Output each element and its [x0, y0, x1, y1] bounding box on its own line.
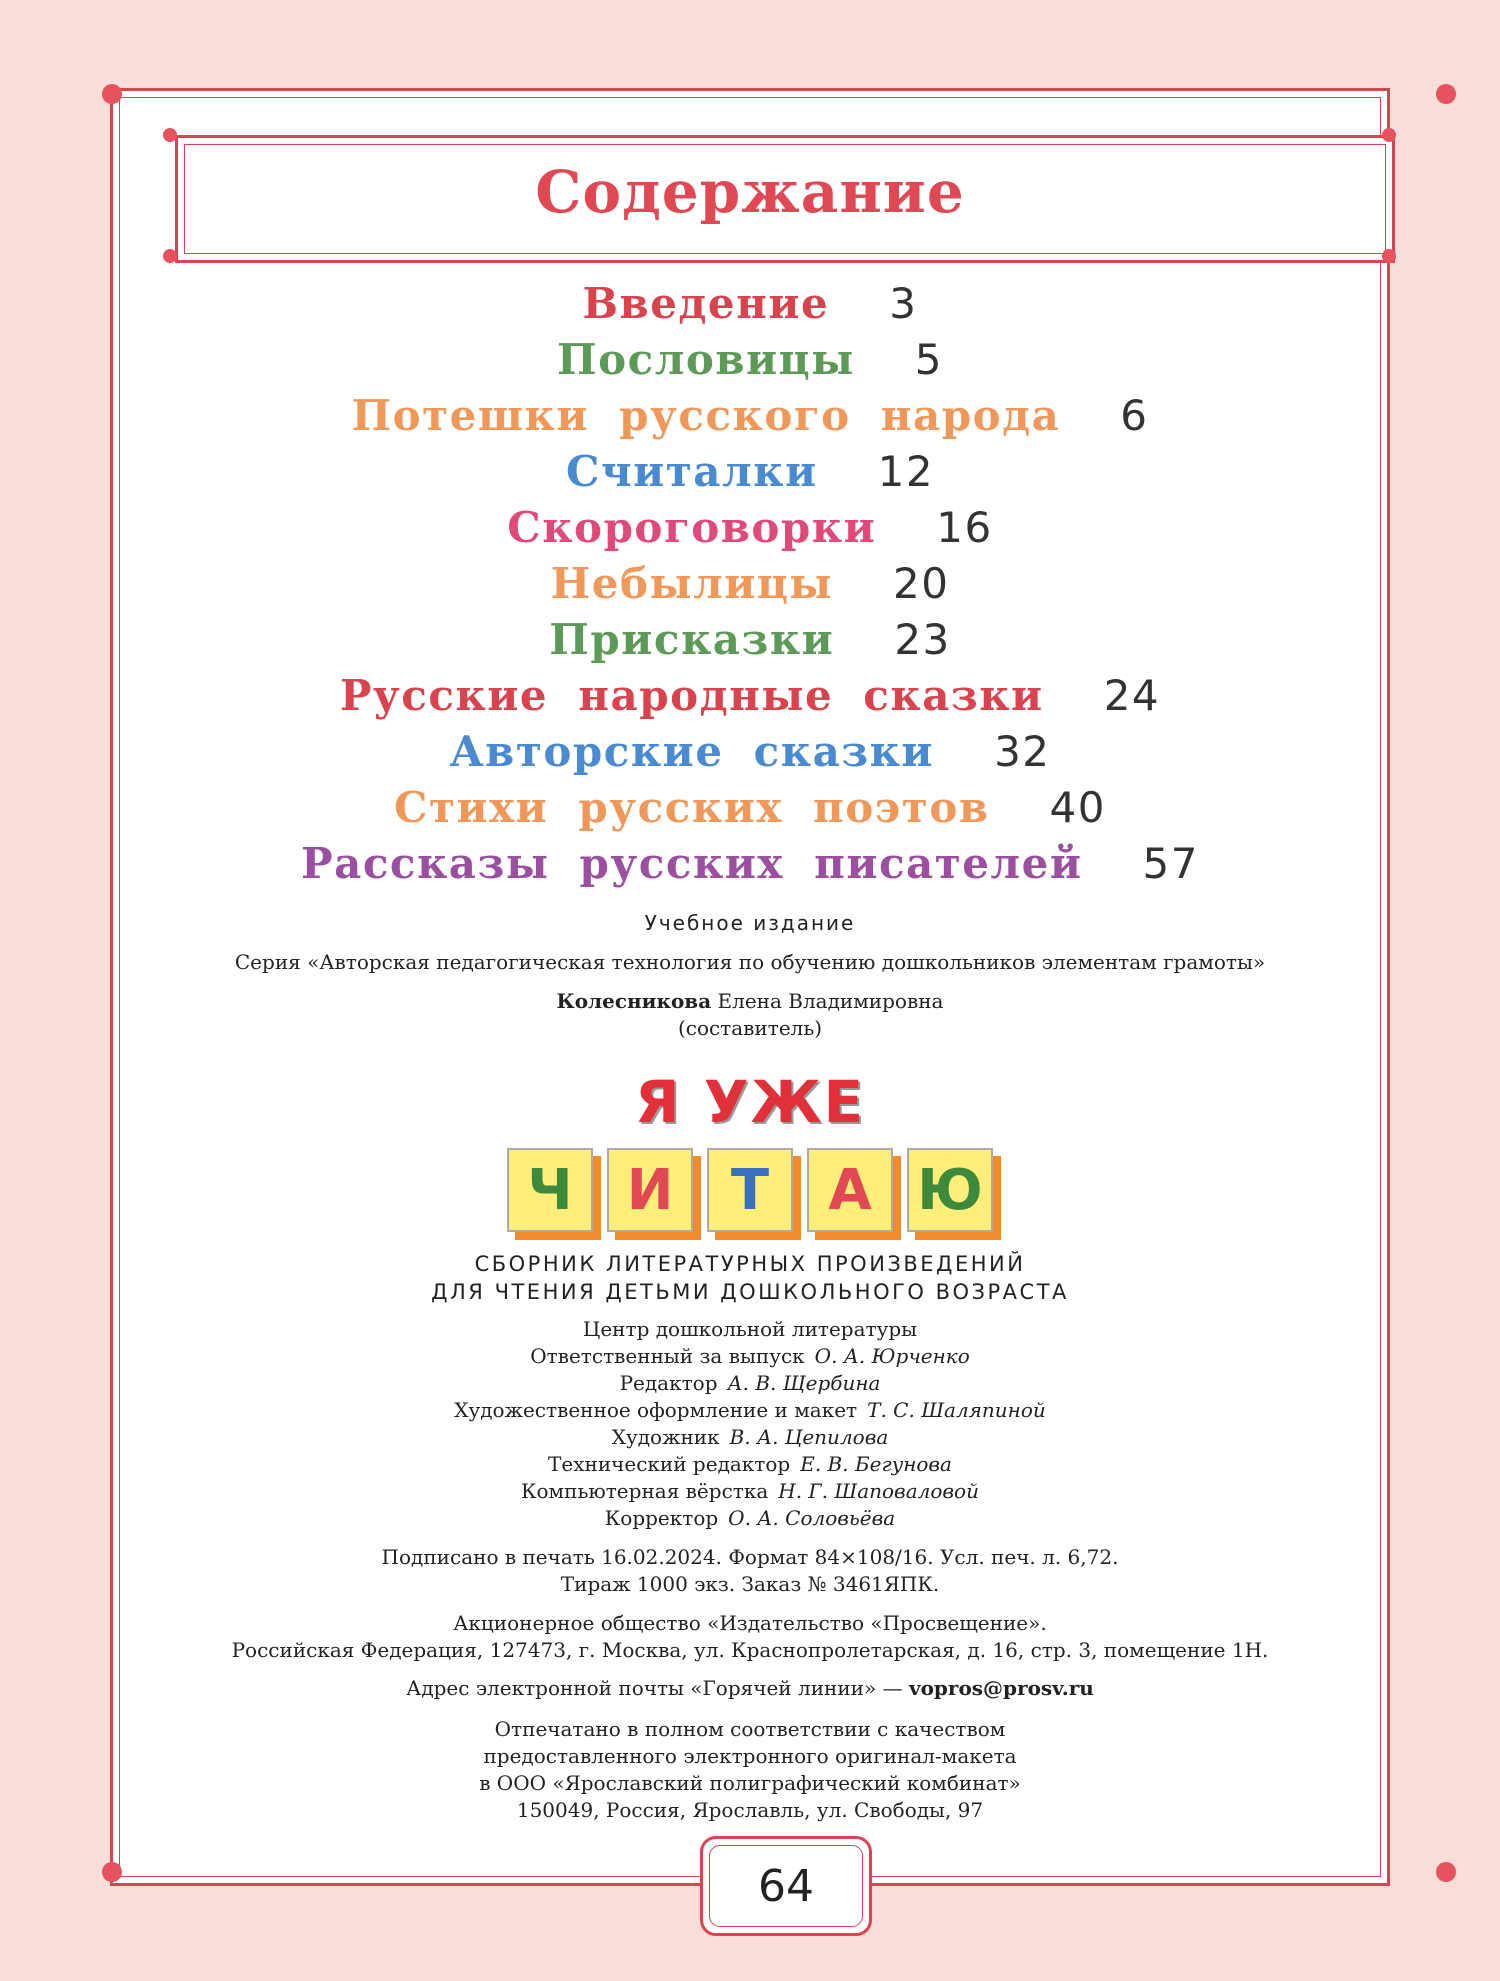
author-line: [110, 988, 1390, 1015]
toc-entry-title: Небылицы: [550, 558, 833, 608]
credit-label: Компьютерная вёрстка: [521, 1479, 769, 1503]
logo-letter-block: Т: [707, 1148, 793, 1232]
print-info-line-2: Тираж 1000 экз. Заказ № 3461ЯПК.: [560, 1572, 940, 1596]
credit-name: О. А. Соловьёва: [728, 1506, 896, 1530]
logo-letter-block: И: [607, 1148, 693, 1232]
toc-entry-page: 40: [1049, 782, 1106, 832]
toc-entry: [110, 555, 1390, 611]
credit-name: Т. С. Шаляпиной: [867, 1398, 1046, 1422]
credit-line: [110, 1424, 1390, 1451]
toc-entry-page: 32: [994, 726, 1051, 776]
toc-entry-page: 23: [894, 614, 951, 664]
printer-line: предоставленного электронного оригинал-макета: [483, 1744, 1017, 1768]
print-info-line-1: Подписано в печать 16.02.2024. Формат 84×108/16. Усл. печ. л. 6,72.: [381, 1545, 1119, 1569]
toc-entry: [110, 331, 1390, 387]
email-label: Адрес электронной почты «Горячей линии» —: [406, 1676, 909, 1700]
credit-name: О. А. Юрченко: [814, 1344, 970, 1368]
printer-info: [110, 1716, 1390, 1824]
toc-entry-title: Присказки: [549, 614, 835, 664]
toc-entry-title: Скороговорки: [507, 502, 877, 552]
publisher-line-2: Российская Федерация, 127473, г. Москва, ул. Краснопролетарская, д. 16, стр. 3, помещение 1Н.: [231, 1638, 1269, 1662]
email-info: [110, 1675, 1390, 1702]
author-role: (составитель): [677, 1016, 823, 1040]
toc-entry-page: 20: [892, 558, 950, 608]
toc-entry: [110, 443, 1390, 499]
toc-entry: [110, 779, 1390, 835]
credit-line: [110, 1370, 1390, 1397]
credit-line: [110, 1316, 1390, 1343]
credit-label: Художественное оформление и макет: [454, 1398, 858, 1422]
logo-letter-block: Ю: [907, 1148, 993, 1232]
page-number-text: 64: [758, 1860, 814, 1912]
edition-info: [110, 910, 1390, 1042]
toc-entry-title: Потешки русского народа: [351, 390, 1061, 440]
page-title: Содержание: [535, 158, 965, 226]
credit-label: Художник: [611, 1425, 720, 1449]
toc-entry: [110, 667, 1390, 723]
print-info: [110, 1544, 1390, 1598]
logo-letter-block: А: [807, 1148, 893, 1232]
toc-entry-page: 3: [889, 278, 918, 328]
credit-line: [110, 1451, 1390, 1478]
toc-entry: [110, 723, 1390, 779]
logo-title-top: Я УЖЕ: [634, 1068, 866, 1136]
credit-line: [110, 1478, 1390, 1505]
subtitle-line-2: ДЛЯ ЧТЕНИЯ ДЕТЬМИ ДОШКОЛЬНОГО ВОЗРАСТА: [431, 1280, 1069, 1304]
subtitle-line-1: СБОРНИК ЛИТЕРАТУРНЫХ ПРОИЗВЕДЕНИЙ: [474, 1252, 1026, 1276]
toc-entry-page: 57: [1142, 838, 1199, 888]
author-name: Елена Владимировна: [711, 989, 944, 1013]
credit-label: Технический редактор: [548, 1452, 791, 1476]
toc-entry-page: 6: [1120, 390, 1149, 440]
printer-line: 150049, Россия, Ярославль, ул. Свободы, 97: [516, 1798, 984, 1822]
edition-type: Учебное издание: [644, 911, 856, 935]
printer-line: в ООО «Ярославский полиграфический комбинат»: [479, 1771, 1021, 1795]
author-surname: Колесникова: [556, 989, 712, 1013]
toc-entry-title: Рассказы русских писателей: [301, 838, 1083, 888]
toc-entry-title: Пословицы: [556, 334, 855, 384]
toc-entry: [110, 611, 1390, 667]
credit-label: Корректор: [604, 1506, 719, 1530]
logo-letter-block: Ч: [507, 1148, 593, 1232]
credit-name: В. А. Цепилова: [729, 1425, 889, 1449]
credit-name: Н. Г. Шаповаловой: [778, 1479, 979, 1503]
credit-line: [110, 1343, 1390, 1370]
page-number: [700, 1836, 872, 1936]
corner-dot: [1382, 249, 1396, 263]
corner-dot: [102, 84, 122, 104]
toc-entry: [110, 275, 1390, 331]
toc-entry-page: 16: [936, 502, 993, 552]
toc-entry: [110, 387, 1390, 443]
toc-entry-title: Стихи русских поэтов: [394, 782, 990, 832]
printer-line: Отпечатано в полном соответствии с качеством: [494, 1717, 1006, 1741]
corner-dot: [1436, 1862, 1456, 1882]
publisher-info: [110, 1610, 1390, 1664]
toc-entry-title: Считалки: [565, 446, 818, 496]
corner-dot: [1382, 128, 1396, 142]
credit-label: Редактор: [619, 1371, 718, 1395]
credit-name: Е. В. Бегунова: [800, 1452, 952, 1476]
credit-label: Центр дошкольной литературы: [582, 1317, 918, 1341]
publisher-line-1: Акционерное общество «Издательство «Просвещение».: [453, 1611, 1047, 1635]
toc-entry-page: 5: [914, 334, 944, 384]
toc-entry-title: Авторские сказки: [449, 726, 935, 776]
credit-label: Ответственный за выпуск: [530, 1344, 805, 1368]
credit-name: А. В. Щербина: [727, 1371, 881, 1395]
toc-entry: [110, 835, 1390, 891]
series-line: Серия «Авторская педагогическая технология по обучению дошкольников элементам грамоты»: [234, 950, 1266, 974]
corner-dot: [163, 249, 177, 263]
logo-letter-blocks: [0, 1148, 1500, 1232]
corner-dot: [163, 128, 177, 142]
corner-dot: [1436, 84, 1456, 104]
toc-entry-page: 12: [877, 446, 935, 496]
credits-block: [110, 1316, 1390, 1532]
toc-entry-title: Русские народные сказки: [339, 670, 1044, 720]
toc-entry: [110, 499, 1390, 555]
credit-line: [110, 1397, 1390, 1424]
toc-entry-page: 24: [1103, 670, 1161, 720]
credit-line: [110, 1505, 1390, 1532]
email-address[interactable]: vopros@prosv.ru: [908, 1676, 1094, 1700]
toc-entry-title: Введение: [582, 278, 830, 328]
corner-dot: [102, 1862, 122, 1882]
table-of-contents: [110, 275, 1390, 891]
